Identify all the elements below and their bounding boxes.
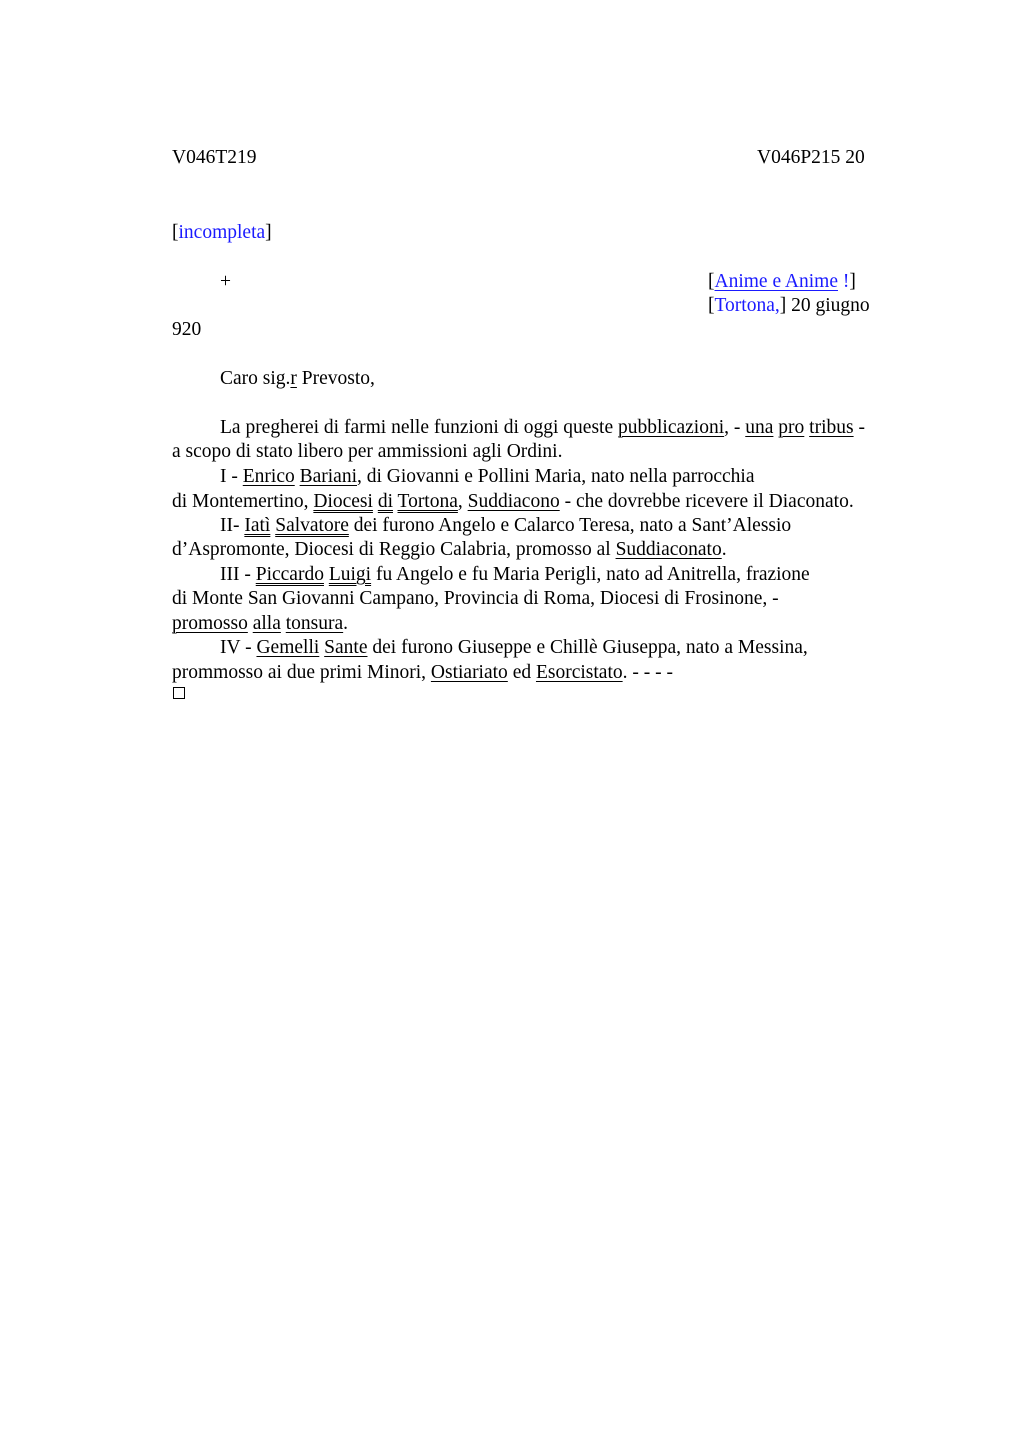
underlined-word: Suddiacono: [467, 491, 560, 512]
underlined-word: pro: [778, 417, 805, 438]
underlined-word: Enrico: [242, 466, 295, 487]
text-run: d’Aspromonte, Diocesi di Reggio Calabria, promosso al: [172, 539, 616, 560]
text-run: II-: [220, 515, 245, 536]
title-link[interactable]: Anime e Anime: [714, 271, 838, 292]
place-bracket-open: [: [708, 295, 715, 316]
cross-mark: +: [220, 271, 231, 292]
text-run: I -: [220, 466, 243, 487]
text-run: .: [721, 539, 727, 560]
text-run: , di Giovanni e Pollini Maria, nato nella parrocchia: [357, 466, 755, 487]
document-code-left: V046T219: [172, 147, 257, 168]
place-name: Tortona,: [714, 295, 780, 316]
underlined-word: Ostiariato: [430, 662, 508, 683]
title-exclamation: !: [842, 271, 850, 292]
text-run: ,: [457, 491, 468, 512]
salutation-pre: Caro sig.: [220, 368, 291, 389]
entry-2-line-1: [220, 514, 791, 538]
entry-4-line-2: [172, 661, 673, 685]
underlined-word: tonsura: [285, 613, 344, 634]
underlined-word: promosso: [172, 613, 248, 634]
underlined-word: alla: [252, 613, 281, 634]
place-bracket-close: ]: [779, 295, 787, 316]
text-run: ed: [507, 662, 536, 683]
text-run: -: [853, 417, 865, 438]
underlined-word: Esorcistato: [535, 662, 623, 683]
status-bracket-open: [: [172, 222, 179, 243]
document-code-right: V046P215 20: [757, 147, 865, 168]
entry-4-line-1: [220, 636, 808, 660]
double-underlined-word: Tortona: [397, 491, 458, 512]
underlined-word: Bariani: [299, 466, 358, 487]
text-run: IV -: [220, 637, 257, 658]
text-run: III -: [220, 564, 256, 585]
letter-title: [708, 270, 856, 294]
salutation: [220, 367, 375, 391]
text-run: dei furono Giuseppe e Chillè Giuseppa, nato a Messina,: [367, 637, 808, 658]
underlined-word: Suddiaconato: [615, 539, 722, 560]
double-underlined-word: Piccardo: [255, 564, 324, 585]
status-note: [172, 221, 272, 245]
entry-3-line-3: [172, 612, 348, 636]
entry-2-line-2: [172, 538, 727, 562]
text-run: di Montemertino,: [172, 491, 314, 512]
text-run: La pregherei di farmi nelle funzioni di oggi queste: [220, 417, 618, 438]
text-run: prommosso ai due primi Minori,: [172, 662, 431, 683]
salutation-post: Prevosto,: [296, 368, 375, 389]
text-run: dei furono Angelo e Calarco Teresa, nato a Sant’Alessio: [348, 515, 792, 536]
letter-year: 920: [172, 319, 202, 340]
underlined-word: Sante: [324, 637, 368, 658]
double-underlined-word: di: [377, 491, 393, 512]
intro-line-1: [220, 416, 865, 440]
underlined-word: pubblicazioni: [618, 417, 725, 438]
double-underlined-word: Iatì: [244, 515, 271, 536]
status-label: incompleta: [178, 222, 266, 243]
entry-3-line-2: di Monte San Giovanni Campano, Provincia di Roma, Diocesi di Frosinone, -: [172, 588, 779, 609]
salutation-abbrev: r: [290, 368, 297, 389]
letter-date: 20 giugno: [786, 295, 870, 316]
text-run: .: [343, 613, 349, 634]
end-of-text-box: [173, 687, 185, 699]
underlined-word: Gemelli: [256, 637, 320, 658]
double-underlined-word: Diocesi: [313, 491, 373, 512]
entry-3-line-1: [220, 563, 810, 587]
entry-1-line-1: [220, 465, 754, 489]
text-run: . - - - -: [622, 662, 673, 683]
status-bracket-close: ]: [265, 222, 272, 243]
text-run: fu Angelo e fu Maria Perigli, nato ad Anitrella, frazione: [371, 564, 810, 585]
text-run: - che dovrebbe ricevere il Diaconato.: [559, 491, 854, 512]
title-bracket-close: ]: [849, 271, 856, 292]
double-underlined-word: Salvatore: [275, 515, 349, 536]
text-run: , -: [724, 417, 746, 438]
underlined-word: tribus: [809, 417, 854, 438]
double-underlined-word: Luigi: [328, 564, 372, 585]
letter-place-date: [708, 294, 870, 318]
underlined-word: una: [745, 417, 774, 438]
title-bracket-open: [: [708, 271, 715, 292]
entry-1-line-2: [172, 490, 854, 514]
intro-line-2: a scopo di stato libero per ammissioni agli Ordini.: [172, 441, 563, 462]
